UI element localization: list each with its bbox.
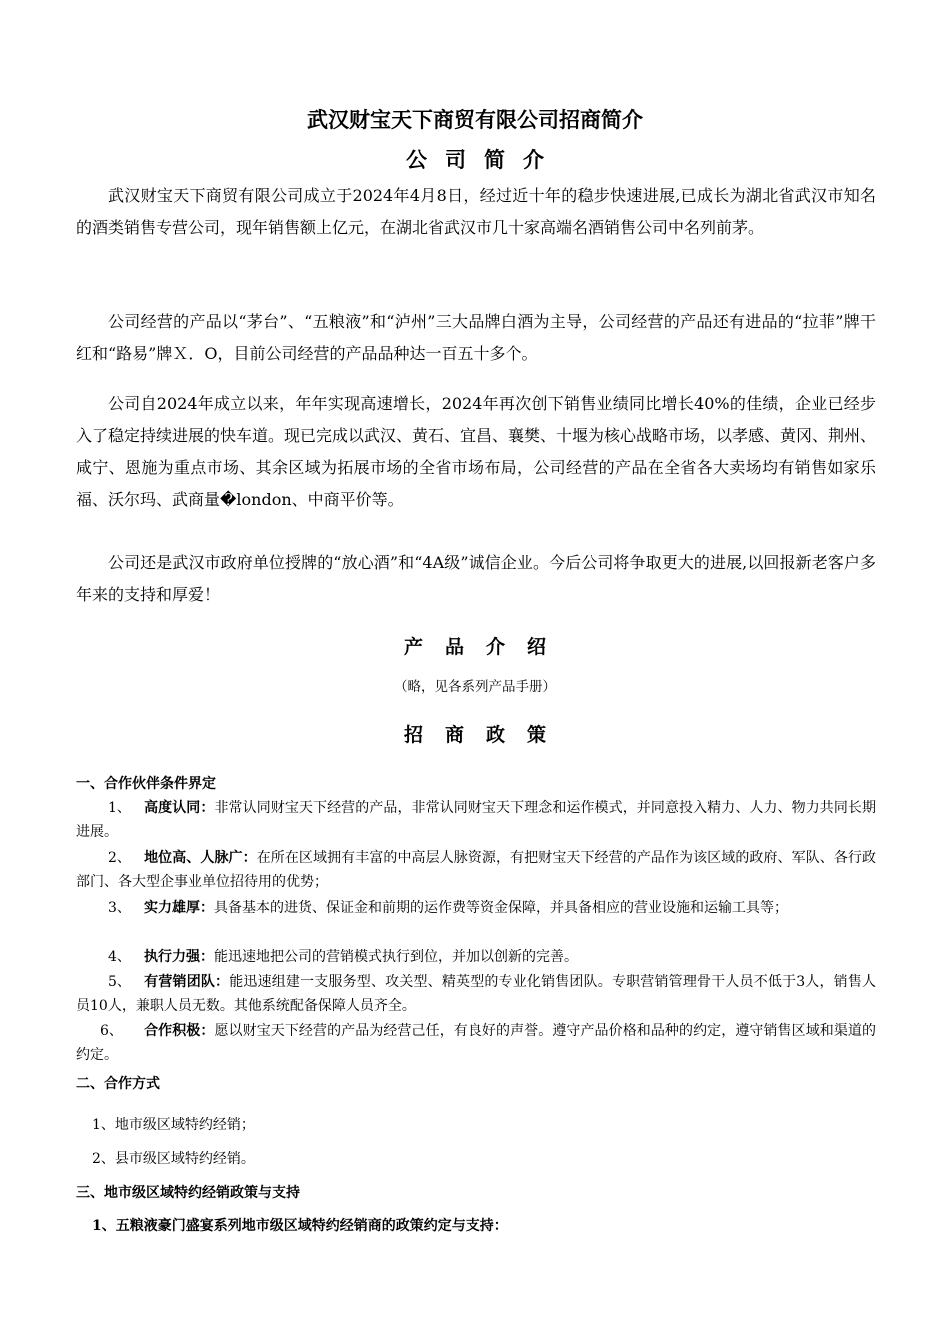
item-text: 在所在区域拥有丰富的中高层人脉资源，有把财宝天下经营的产品作为该区域的政府、军队、各行政部门、各大型企事业单位招待用的优势； — [76, 850, 877, 890]
item-label: 实力雄厚： — [144, 900, 214, 916]
item-text: 具备基本的进货、保证金和前期的运作费等资金保障，并具备相应的营业设施和运输工具等； — [214, 900, 788, 916]
item-label: 执行力强： — [144, 949, 214, 965]
condition-item — [76, 1019, 876, 1067]
item-label: 合作积极： — [144, 1023, 215, 1039]
item-number: 1、 — [108, 800, 131, 816]
item-number: 4、 — [108, 949, 131, 965]
product-heading: 产品介绍 — [403, 636, 568, 658]
item-number: 3、 — [108, 900, 131, 916]
document-title: 武汉财宝天下商贸有限公司招商简介 — [307, 107, 643, 132]
item-text: 能迅速组建一支服务型、攻关型、精英型的专业化销售团队。专职营销管理骨干人员不低于3人，销售人员10人，兼职人员无数。其他系统配备保障人员齐全。 — [76, 974, 877, 1014]
intro-paragraph: 公司还是武汉市政府单位授牌的“放心酒”和“4A级”诚信企业。今后公司将争取更大的进展,以回报新老客户多年来的支持和厚爱！ — [76, 553, 876, 604]
cooperation-item: 1、地市级区域特约经销； — [92, 1117, 255, 1133]
intro-paragraph: 武汉财宝天下商贸有限公司成立于2024年4月8日，经过近十年的稳步快速进展,已成长为湖北省武汉市知名的酒类销售专营公司，现年销售额上亿元，在湖北省武汉市几十家高端名酒销售公司中名列前茅。 — [76, 186, 876, 237]
condition-item — [76, 896, 876, 920]
condition-item — [76, 945, 876, 969]
item-number: 2、 — [108, 850, 131, 866]
item-number: 6、 — [100, 1023, 123, 1039]
intro-paragraph: 公司经营的产品以“茅台”、“五粮液”和“泸州”三大品牌白酒为主导，公司经营的产品还有进品的“拉菲”牌干红和“路易”牌Ｘ．O，目前公司经营的产品品种达一百五十多个。 — [76, 312, 876, 363]
product-note: （略，见各系列产品手册） — [394, 679, 556, 695]
cooperation-item: 2、县市级区域特约经销。 — [92, 1151, 255, 1167]
company-intro-heading: 公司简介 — [406, 147, 562, 172]
section-heading: 二、合作方式 — [76, 1076, 160, 1092]
section-heading: 一、合作伙伴条件界定 — [76, 776, 216, 792]
item-label: 高度认同： — [144, 800, 215, 816]
policy-heading: 招商政策 — [403, 724, 568, 746]
condition-item — [76, 846, 876, 894]
item-text: 非常认同财宝天下经营的产品，非常认同财宝天下理念和运作模式，并同意投入精力、人力、物力共同长期进展。 — [76, 800, 877, 840]
intro-paragraph: 公司自2024年成立以来，年年实现高速增长，2024年再次创下销售业绩同比增长40%的佳绩，企业已经步入了稳定持续进展的快车道。现已完成以武汉、黄石、宜昌、襄樊、十堰为核心战略市场，以孝感、黄冈、荆州、咸宁、恩施为重点市场、其余区域为拓展市场的全省市场布局，公司经营的产品在全省各大卖场均有销售如家乐福、沃尔玛、武商量�london、中商平价等。 — [76, 394, 877, 509]
item-text: 能迅速地把公司的营销模式执行到位，并加以创新的完善。 — [214, 949, 578, 965]
item-text: 愿以财宝天下经营的产品为经营己任，有良好的声誉。遵守产品价格和品种的约定，遵守销售区域和渠道的约定。 — [76, 1023, 877, 1063]
subsection-heading: 1、五粮液豪门盛宴系列地市级区域特约经销商的政策约定与支持： — [92, 1218, 508, 1234]
section-heading: 三、地市级区域特约经销政策与支持 — [76, 1185, 300, 1201]
condition-item — [76, 796, 876, 844]
item-number: 5、 — [108, 974, 131, 990]
condition-item — [76, 970, 876, 1018]
item-label: 地位高、人脉广： — [144, 850, 257, 866]
item-label: 有营销团队： — [144, 974, 230, 990]
